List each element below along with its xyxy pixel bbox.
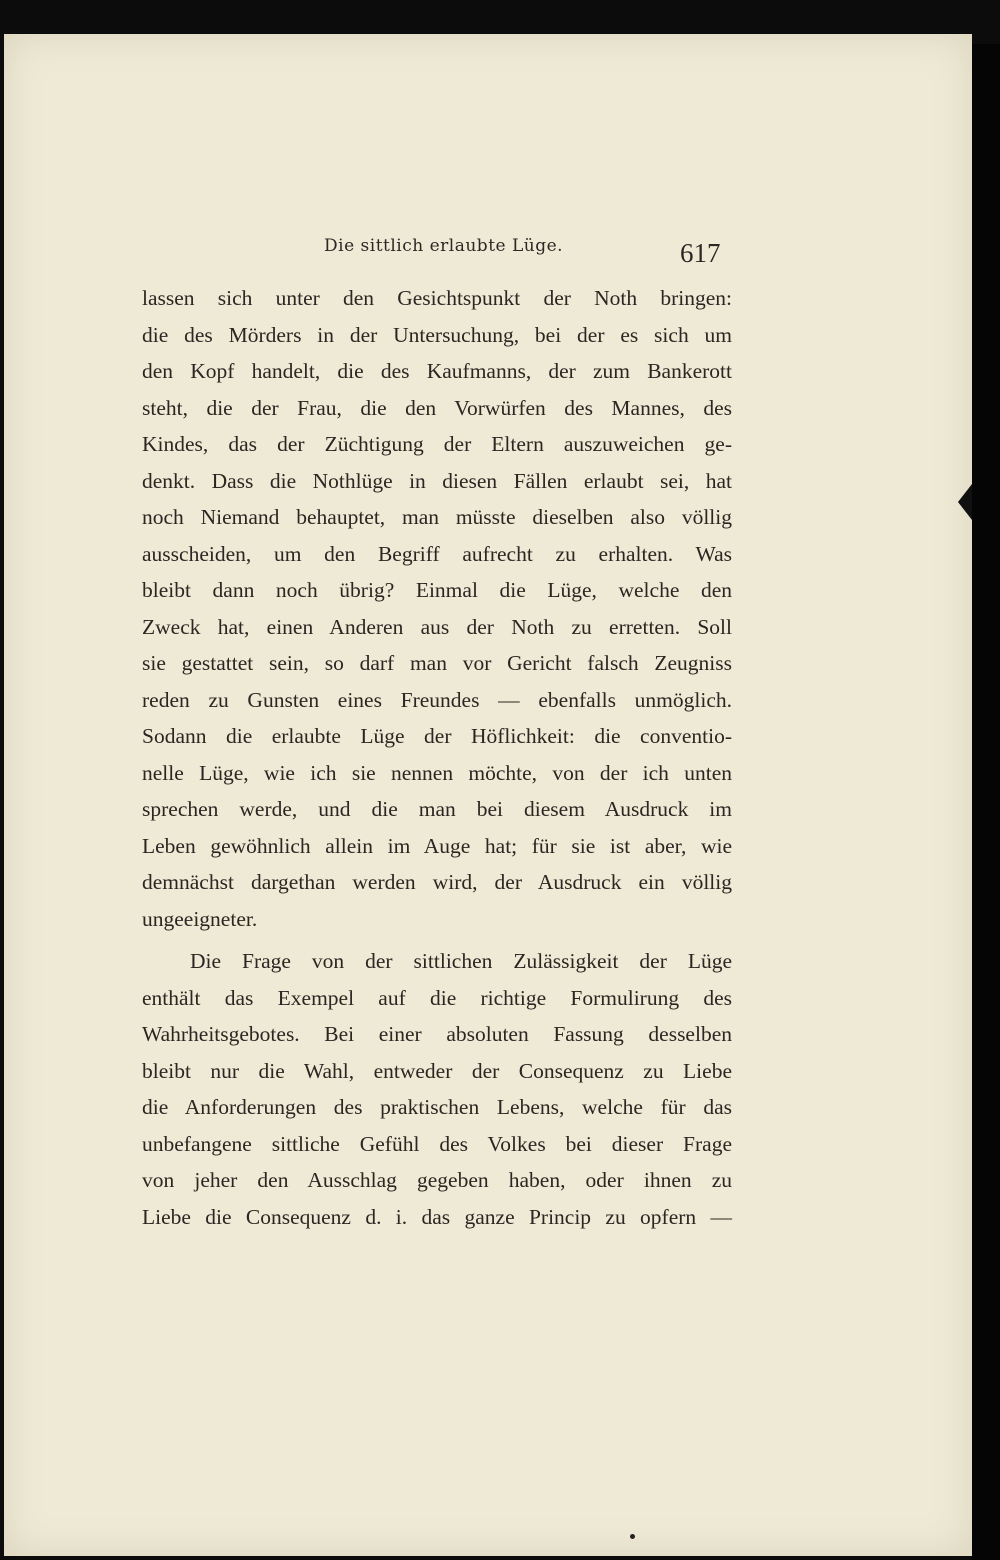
text-line: ausscheiden, um den Begriff aufrecht zu erhalten. Was xyxy=(142,541,732,566)
text-line: bleibt dann noch übrig? Einmal die Lüge, welche den xyxy=(142,578,732,602)
text-line: denkt. Dass die Nothlüge in diesen Fällen erlaubt sei, hat xyxy=(142,468,732,493)
text-line: Leben gewöhnlich allein im Auge hat; für sie ist aber, wie xyxy=(142,833,732,858)
text-line: Liebe die Consequenz d. i. das ganze Princip zu opfern — xyxy=(142,1204,732,1229)
body-text xyxy=(142,280,732,1235)
scan-edge-right xyxy=(972,44,1000,1560)
paragraph-2 xyxy=(142,943,732,1235)
text-line: reden zu Gunsten eines Freundes — ebenfalls unmöglich. xyxy=(142,687,732,712)
text-line: lassen sich unter den Gesichtspunkt der Noth bringen: xyxy=(142,286,732,310)
text-line: nelle Lüge, wie ich sie nennen möchte, von der ich unten xyxy=(142,760,732,785)
ink-speck xyxy=(630,1534,635,1539)
text-line: den Kopf handelt, die des Kaufmanns, der zum Bankerott xyxy=(142,359,732,383)
text-line: demnächst dargethan werden wird, der Ausdruck ein völlig xyxy=(142,870,732,894)
text-line: ungeeigneter. xyxy=(142,906,258,931)
running-head: Die sittlich erlaubte Lüge. xyxy=(324,236,564,256)
text-line: noch Niemand behauptet, man müsste dieselben also völlig xyxy=(142,505,732,529)
page-edge-notch xyxy=(958,484,972,520)
book-page xyxy=(4,34,972,1556)
text-line: die des Mörders in der Untersuchung, bei der es sich um xyxy=(142,322,732,347)
text-line: die Anforderungen des praktischen Lebens, welche für das xyxy=(142,1095,732,1119)
paragraph-1 xyxy=(142,280,732,937)
text-line: von jeher den Ausschlag gegeben haben, oder ihnen zu xyxy=(142,1168,732,1192)
text-line: Zweck hat, einen Anderen aus der Noth zu erretten. Soll xyxy=(142,614,732,639)
text-line: Kindes, das der Züchtigung der Eltern auszuweichen ge- xyxy=(142,432,732,456)
text-line: sie gestattet sein, so darf man vor Gericht falsch Zeugniss xyxy=(142,651,732,675)
page-number: 617 xyxy=(680,238,721,268)
text-line: Die Frage von der sittlichen Zulässigkeit der Lüge xyxy=(190,949,732,973)
text-line: Sodann die erlaubte Lüge der Höflichkeit: die conventio- xyxy=(142,724,732,748)
text-line: sprechen werde, und die man bei diesem Ausdruck im xyxy=(142,797,732,821)
text-line: steht, die der Frau, die den Vorwürfen des Mannes, des xyxy=(142,395,732,420)
text-line: enthält das Exempel auf die richtige Formulirung des xyxy=(142,985,732,1010)
text-line: Wahrheitsgebotes. Bei einer absoluten Fassung desselben xyxy=(142,1022,732,1046)
text-line: unbefangene sittliche Gefühl des Volkes bei dieser Frage xyxy=(142,1131,732,1156)
text-line: bleibt nur die Wahl, entweder der Consequenz zu Liebe xyxy=(142,1058,732,1083)
